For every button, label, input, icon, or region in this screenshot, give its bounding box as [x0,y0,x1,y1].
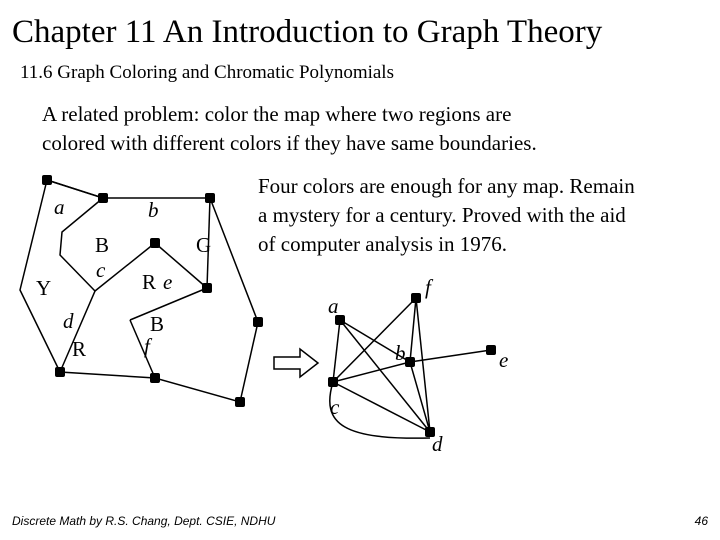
map-label-e: e [163,270,173,294]
graph-label-d: d [432,432,443,456]
graph-edge-c-b [333,362,410,382]
graph-label-a: a [328,294,339,318]
intro-line-1: A related problem: color the map where two regions are [42,102,512,126]
dual-graph [330,298,491,438]
map-vertex [205,193,215,203]
four-color-line-3: of computer analysis in 1976. [258,232,508,256]
map-label-c: c [96,258,106,282]
map-label-R: R [72,337,87,361]
map-label-B-bottom: B [150,312,165,336]
map-label-G: G [196,233,212,257]
map-label-d: d [63,309,74,333]
graph-edge-c-d [333,382,430,432]
graph-edge-c-f [333,298,416,382]
graph-label-f: f [425,275,431,299]
map-vertex [150,373,160,383]
slide-title: Chapter 11 An Introduction to Graph Theory [12,14,603,50]
map-vertex [150,238,160,248]
right-arrow-icon [274,349,318,377]
graph-edge-c-d-curve [330,382,430,438]
graph-vertex-e [486,345,496,355]
map-region-labels [36,195,211,361]
graph-vertex-b [405,357,415,367]
map-vertex [98,193,108,203]
map-label-a: a [54,195,65,219]
graph-vertex-c [328,377,338,387]
graph-edge-a-c [333,320,340,382]
dual-graph-vertices [328,293,496,437]
four-color-line-2: a mystery for a century. Proved with the aid [258,203,626,227]
slide-footer: Discrete Math by R.S. Chang, Dept. CSIE, NDHU [12,514,276,528]
map-vertex [253,317,263,327]
graph-edge-f-d [416,298,430,432]
map-label-f: f [144,334,150,358]
graph-label-c: c [330,395,340,419]
map-vertex [235,397,245,407]
map-vertex [202,283,212,293]
intro-line-2: colored with different colors if they have same boundaries. [42,131,537,155]
graph-label-b: b [395,341,406,365]
map-label-b: b [148,198,159,222]
slide-subtitle: 11.6 Graph Coloring and Chromatic Polynomials [20,62,394,83]
four-color-line-1: Four colors are enough for any map. Remain [258,174,635,198]
graph-vertex-f [411,293,421,303]
map-vertex [55,367,65,377]
map-label-Y: Y [36,276,52,300]
graph-edge-f-b [410,298,416,362]
map-label-R-e: R [142,270,157,294]
page-number: 46 [694,514,708,528]
map-label-B-top: B [95,233,110,257]
map-vertex [42,175,52,185]
graph-label-e: e [499,348,509,372]
